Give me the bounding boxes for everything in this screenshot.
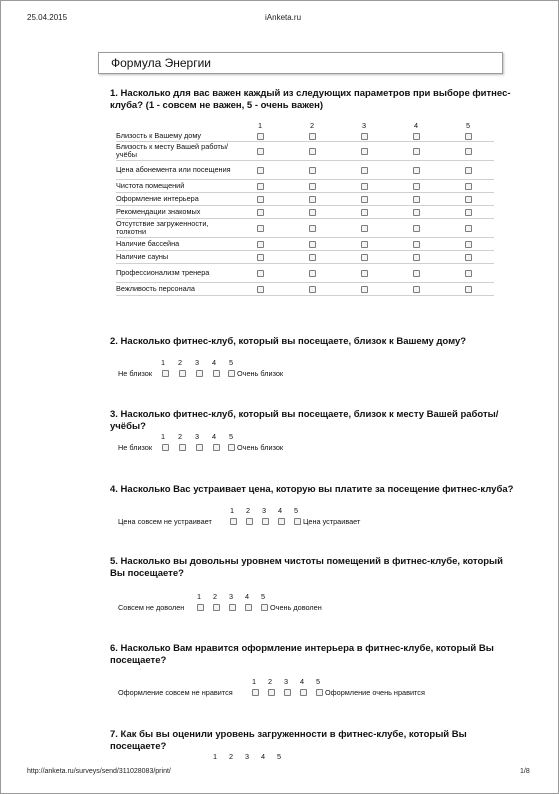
- rating-checkbox[interactable]: [257, 196, 264, 203]
- scale-right-label: Цена устраивает: [303, 517, 361, 526]
- matrix-row: [116, 206, 494, 219]
- scale-checkbox[interactable]: [316, 689, 323, 696]
- rating-checkbox[interactable]: [361, 148, 368, 155]
- scale-checkbox[interactable]: [179, 444, 186, 451]
- scale-number: 4: [245, 592, 250, 601]
- rating-checkbox[interactable]: [257, 241, 264, 248]
- matrix-row: [116, 251, 494, 264]
- col-header: 4: [413, 120, 419, 130]
- rating-checkbox[interactable]: [413, 241, 420, 248]
- scale-checkbox[interactable]: [268, 689, 275, 696]
- scale-number: 1: [197, 592, 202, 601]
- row-label: Отсутствие загруженности, толкотни: [116, 219, 234, 238]
- scale-checkbox[interactable]: [252, 689, 259, 696]
- survey-title: Формула Энергии: [111, 56, 211, 70]
- scale-right-label: Оформление очень нравится: [325, 688, 425, 697]
- rating-checkbox[interactable]: [361, 209, 368, 216]
- rating-checkbox[interactable]: [257, 254, 264, 261]
- rating-checkbox[interactable]: [309, 196, 316, 203]
- question-1-matrix: [116, 120, 494, 296]
- scale-checkbox[interactable]: [228, 444, 235, 451]
- scale-number: 4: [212, 432, 217, 441]
- scale-checkbox[interactable]: [246, 518, 253, 525]
- scale-checkbox[interactable]: [179, 370, 186, 377]
- rating-checkbox[interactable]: [309, 225, 316, 232]
- rating-checkbox[interactable]: [413, 286, 420, 293]
- rating-checkbox[interactable]: [413, 225, 420, 232]
- scale-right-label: Очень доволен: [270, 603, 322, 612]
- rating-checkbox[interactable]: [465, 167, 472, 174]
- scale-checkbox[interactable]: [261, 604, 268, 611]
- scale-checkbox[interactable]: [196, 444, 203, 451]
- question-3-text: 3. Насколько фитнес-клуб, который вы посещаете, близок к месту Вашей работы/учёбы?: [110, 409, 499, 432]
- rating-checkbox[interactable]: [413, 148, 420, 155]
- scale-number: 4: [212, 358, 217, 367]
- scale-checkbox[interactable]: [284, 689, 291, 696]
- scale-number: 2: [246, 506, 251, 515]
- row-label: Оформление интерьера: [116, 193, 234, 206]
- scale-number: 4: [278, 506, 283, 515]
- rating-checkbox[interactable]: [309, 254, 316, 261]
- scale-number: 2: [268, 677, 273, 686]
- rating-checkbox[interactable]: [361, 286, 368, 293]
- rating-checkbox[interactable]: [465, 133, 472, 140]
- rating-checkbox[interactable]: [413, 167, 420, 174]
- scale-checkbox[interactable]: [162, 370, 169, 377]
- survey-title-box: [98, 52, 503, 74]
- matrix-row: [116, 193, 494, 206]
- scale-number: 5: [229, 432, 234, 441]
- row-label: Наличие сауны: [116, 251, 234, 264]
- rating-checkbox[interactable]: [361, 225, 368, 232]
- rating-checkbox[interactable]: [257, 167, 264, 174]
- scale-checkbox[interactable]: [213, 370, 220, 377]
- scale-checkbox[interactable]: [196, 370, 203, 377]
- page-number: 1/8: [520, 768, 530, 775]
- rating-checkbox[interactable]: [465, 241, 472, 248]
- scale-number: 5: [277, 752, 282, 761]
- rating-checkbox[interactable]: [413, 254, 420, 261]
- rating-checkbox[interactable]: [413, 209, 420, 216]
- matrix-row: [116, 180, 494, 193]
- rating-checkbox[interactable]: [257, 133, 264, 140]
- scale-number: 5: [316, 677, 321, 686]
- scale-number: 3: [245, 752, 250, 761]
- rating-checkbox[interactable]: [465, 270, 472, 277]
- scale-checkbox[interactable]: [228, 370, 235, 377]
- row-label: Наличие бассейна: [116, 238, 234, 251]
- rating-checkbox[interactable]: [309, 148, 316, 155]
- rating-checkbox[interactable]: [257, 183, 264, 190]
- rating-checkbox[interactable]: [309, 209, 316, 216]
- scale-checkbox[interactable]: [278, 518, 285, 525]
- scale-left-label: Не близок: [118, 369, 153, 378]
- col-header: 1: [257, 120, 263, 130]
- col-header: 5: [465, 120, 471, 130]
- scale-checkbox[interactable]: [294, 518, 301, 525]
- question-1-text: 1. Насколько для вас важен каждый из следующих параметров при выборе фитнес-клуба? (1 - совсем не важен, 5 - очень важен): [110, 88, 511, 111]
- rating-checkbox[interactable]: [413, 133, 420, 140]
- scale-number: 2: [229, 752, 234, 761]
- scale-number: 3: [195, 358, 200, 367]
- scale-checkbox[interactable]: [162, 444, 169, 451]
- rating-checkbox[interactable]: [257, 286, 264, 293]
- rating-checkbox[interactable]: [465, 225, 472, 232]
- rating-checkbox[interactable]: [465, 196, 472, 203]
- scale-number: 3: [284, 677, 289, 686]
- print-date: 25.04.2015: [27, 13, 68, 22]
- matrix-row: [116, 161, 494, 180]
- rating-checkbox[interactable]: [361, 133, 368, 140]
- row-label: Профессионализм тренера: [116, 264, 234, 283]
- rating-checkbox[interactable]: [257, 148, 264, 155]
- matrix-row: [116, 264, 494, 283]
- matrix-row: [116, 130, 494, 142]
- rating-checkbox[interactable]: [361, 241, 368, 248]
- scale-number: 4: [300, 677, 305, 686]
- row-label: Чистота помещений: [116, 180, 234, 193]
- question-6-text: 6. Насколько Вам нравится оформление интерьера в фитнес-клубе, который Вы посещаете?: [110, 643, 494, 666]
- rating-checkbox[interactable]: [257, 225, 264, 232]
- rating-checkbox[interactable]: [309, 270, 316, 277]
- rating-checkbox[interactable]: [257, 209, 264, 216]
- row-label: Рекомендации знакомых: [116, 206, 234, 219]
- scale-checkbox[interactable]: [229, 604, 236, 611]
- question-4-text: 4. Насколько Вас устраивает цена, которую вы платите за посещение фитнес-клуба?: [110, 484, 514, 495]
- row-label: Цена абонемента или посещения: [116, 161, 234, 180]
- question-5-text: 5. Насколько вы довольны уровнем чистоты помещений в фитнес-клубе, который Вы посещаете?: [110, 556, 503, 579]
- rating-checkbox[interactable]: [465, 183, 472, 190]
- footer-url: http://anketa.ru/surveys/send/311028083/print/: [27, 768, 171, 775]
- row-label: Близость к Вашему дому: [116, 130, 234, 142]
- site-name: iAnketa.ru: [265, 13, 302, 22]
- scale-number: 1: [161, 358, 166, 367]
- rating-checkbox[interactable]: [361, 167, 368, 174]
- rating-checkbox[interactable]: [257, 270, 264, 277]
- scale-number: 4: [261, 752, 266, 761]
- scale-number: 1: [213, 752, 218, 761]
- rating-checkbox[interactable]: [465, 286, 472, 293]
- scale-number: 1: [230, 506, 235, 515]
- scale-checkbox[interactable]: [213, 604, 220, 611]
- matrix-row: [116, 142, 494, 161]
- col-header: 2: [309, 120, 315, 130]
- rating-checkbox[interactable]: [361, 270, 368, 277]
- question-7-text: 7. Как бы вы оценили уровень загруженности в фитнес-клубе, который Вы посещаете?: [110, 729, 467, 752]
- question-2-text: 2. Насколько фитнес-клуб, который вы посещаете, близок к Вашему дому?: [110, 336, 467, 347]
- row-label: Вежливость персонала: [116, 283, 234, 296]
- col-header: 3: [361, 120, 367, 130]
- rating-checkbox[interactable]: [413, 270, 420, 277]
- scale-checkbox[interactable]: [230, 518, 237, 525]
- rating-checkbox[interactable]: [361, 254, 368, 261]
- rating-checkbox[interactable]: [413, 196, 420, 203]
- rating-checkbox[interactable]: [465, 209, 472, 216]
- scale-left-label: Совсем не доволен: [118, 603, 185, 612]
- scale-checkbox[interactable]: [245, 604, 252, 611]
- matrix-row: [116, 283, 494, 296]
- scale-checkbox[interactable]: [197, 604, 204, 611]
- scale-right-label: Очень близок: [237, 369, 284, 378]
- scale-number: 5: [294, 506, 299, 515]
- scale-left-label: Цена совсем не устраивает: [118, 517, 212, 526]
- scale-number: 3: [262, 506, 267, 515]
- scale-number: 5: [229, 358, 234, 367]
- rating-checkbox[interactable]: [465, 148, 472, 155]
- scale-number: 1: [252, 677, 257, 686]
- scale-number: 2: [178, 432, 183, 441]
- matrix-row: [116, 238, 494, 251]
- scale-number: 3: [229, 592, 234, 601]
- rating-checkbox[interactable]: [413, 183, 420, 190]
- scale-checkbox[interactable]: [300, 689, 307, 696]
- rating-checkbox[interactable]: [361, 183, 368, 190]
- scale-number: 5: [261, 592, 266, 601]
- scale-number: 1: [161, 432, 166, 441]
- rating-checkbox[interactable]: [309, 167, 316, 174]
- scale-left-label: Не близок: [118, 443, 153, 452]
- rating-checkbox[interactable]: [309, 133, 316, 140]
- row-label: Близость к месту Вашей работы/учёбы: [116, 142, 234, 161]
- scale-number: 2: [213, 592, 218, 601]
- scale-checkbox[interactable]: [213, 444, 220, 451]
- scale-number: 3: [195, 432, 200, 441]
- rating-checkbox[interactable]: [309, 241, 316, 248]
- rating-checkbox[interactable]: [361, 196, 368, 203]
- scale-left-label: Оформление совсем не нравится: [118, 688, 233, 697]
- matrix-row: [116, 219, 494, 238]
- rating-checkbox[interactable]: [309, 183, 316, 190]
- rating-checkbox[interactable]: [309, 286, 316, 293]
- scale-number: 2: [178, 358, 183, 367]
- scale-right-label: Очень близок: [237, 443, 284, 452]
- rating-checkbox[interactable]: [465, 254, 472, 261]
- scale-checkbox[interactable]: [262, 518, 269, 525]
